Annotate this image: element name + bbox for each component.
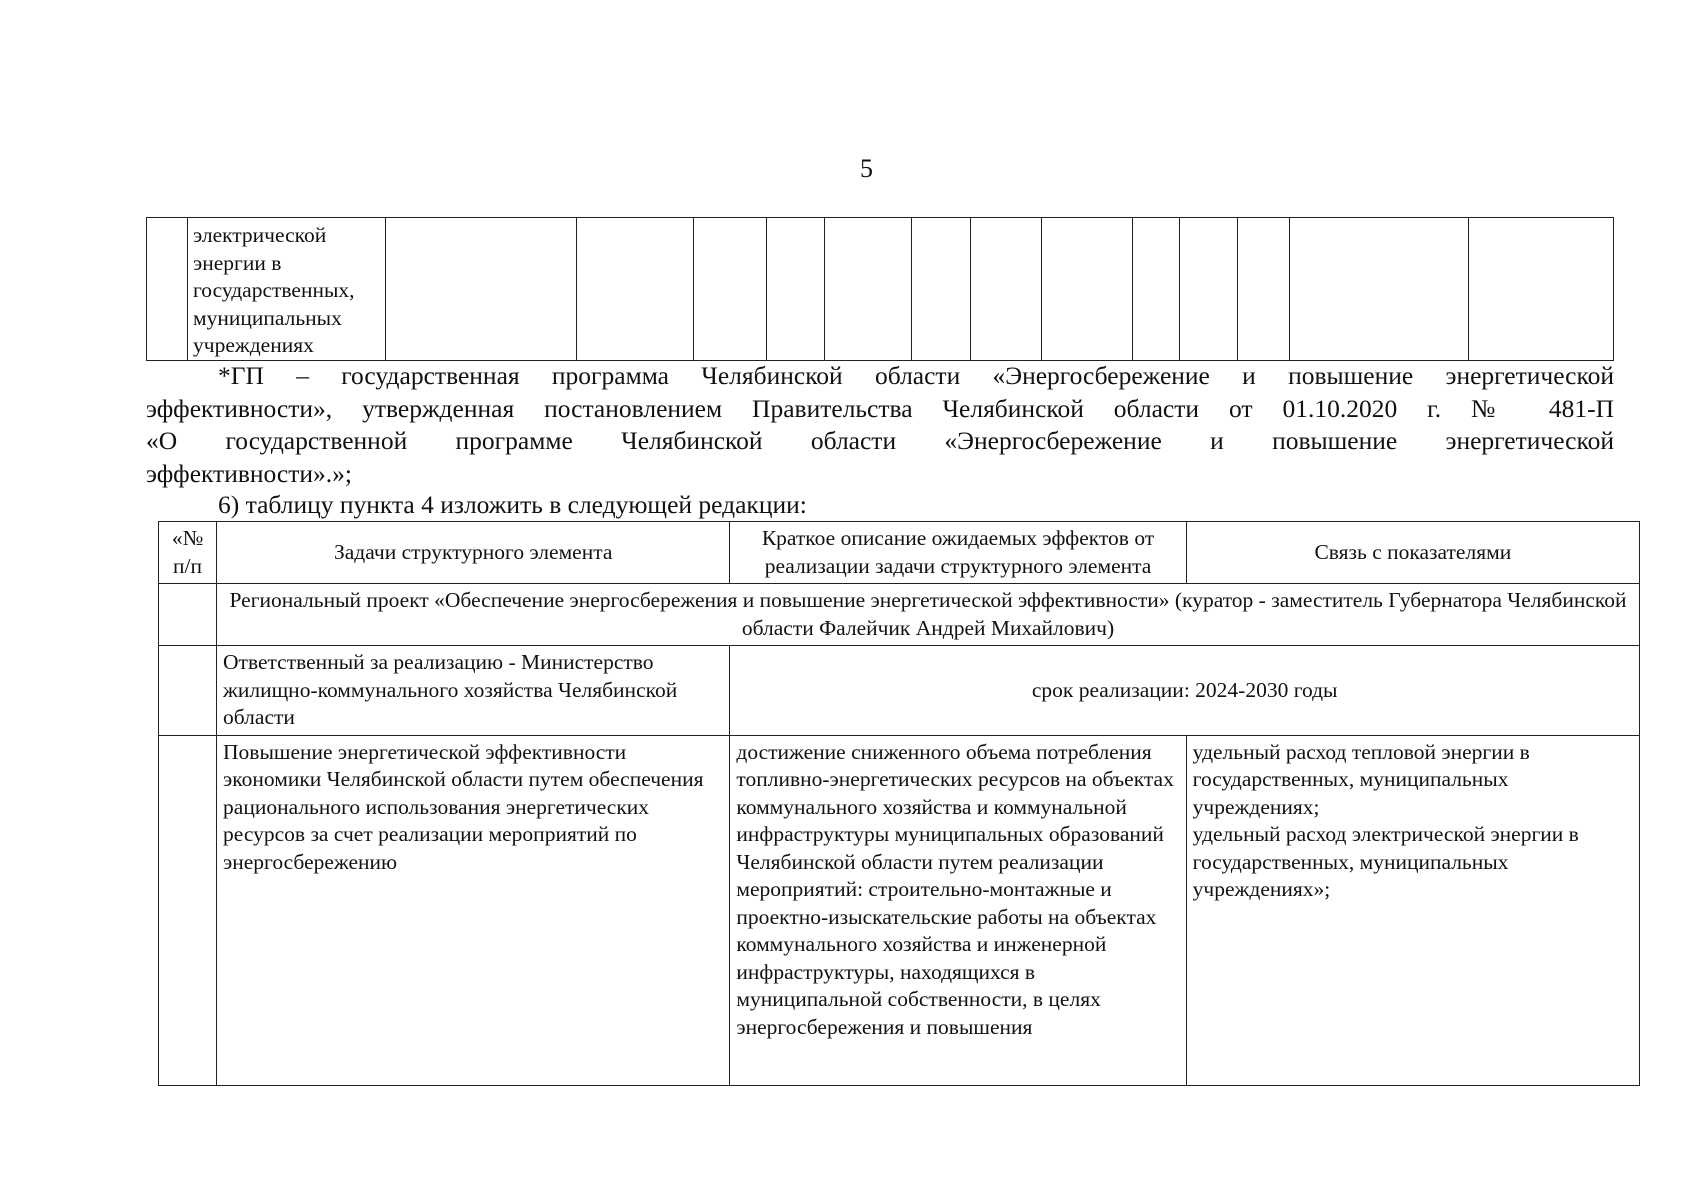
link-line: удельный расход тепловой энергии в государственных, муниципальных учреждениях; bbox=[1192, 739, 1530, 819]
task-cell: Повышение энергетической эффективности экономики Челябинской области путем обеспечения рационального использования энергетических ресурсов за счет реализации мероприятий по энергосбережению bbox=[217, 735, 730, 1085]
table-cell bbox=[577, 218, 694, 361]
table-cell bbox=[694, 218, 767, 361]
link-cell bbox=[1186, 735, 1639, 1085]
table-cell bbox=[971, 218, 1042, 361]
table-cell bbox=[1469, 218, 1614, 361]
footnote-line: эффективности».»; bbox=[146, 458, 352, 488]
header-effect: Краткое описание ожидаемых эффектов от реализации задачи структурного элемента bbox=[730, 522, 1186, 584]
responsible-cell: Ответственный за реализацию - Министерство жилищно-коммунального хозяйства Челябинской области bbox=[217, 646, 730, 736]
page-number: 5 bbox=[860, 154, 873, 183]
table-cell bbox=[1290, 218, 1469, 361]
tasks-table bbox=[158, 521, 1640, 1086]
header-task: Задачи структурного элемента bbox=[217, 522, 730, 584]
item-6-instruction: 6) таблицу пункта 4 изложить в следующей редакции: bbox=[218, 490, 807, 519]
header-link: Связь с показателями bbox=[1186, 522, 1639, 584]
term-cell: срок реализации: 2024-2030 годы bbox=[730, 646, 1640, 736]
project-title: Региональный проект «Обеспечение энергосбережения и повышение энергетической эффективности» (куратор - заместитель Губернатора Челябинской области Фалейчик Андрей Михайлович) bbox=[217, 584, 1640, 646]
table-cell bbox=[159, 584, 217, 646]
footnote-line: *ГП – государственная программа Челябинской области «Энергосбережение и повышение энергетической bbox=[218, 361, 1614, 390]
table-cell bbox=[767, 218, 825, 361]
table-cell bbox=[1133, 218, 1180, 361]
table-cell bbox=[159, 646, 217, 736]
header-number: «№ п/п bbox=[159, 522, 217, 584]
footnote-line: «О государственной программе Челябинской области «Энергосбережение и повышение энергетической bbox=[146, 426, 1614, 455]
table-cell bbox=[386, 218, 577, 361]
footnote-line: эффективности», утвержденная постановлением Правительства Челябинской области от 01.10.2020 г. № 481-П bbox=[146, 393, 1614, 423]
link-line: удельный расход электрической энергии в государственных, муниципальных учреждениях»; bbox=[1192, 822, 1579, 901]
table-cell bbox=[912, 218, 971, 361]
indicator-name-cell: электрической энергии в государственных, муниципальных учреждениях bbox=[188, 218, 386, 361]
table-cell bbox=[1238, 218, 1290, 361]
table-cell bbox=[825, 218, 912, 361]
footnote bbox=[146, 360, 1614, 490]
table-cell bbox=[1180, 218, 1238, 361]
table-cell bbox=[1042, 218, 1133, 361]
effect-cell: достижение сниженного объема потребления топливно-энергетических ресурсов на объектах коммунального хозяйства и коммунальной инфраструктуры муниципальных образований Челябинской области путем реализации мероприятий: строительно-монтажные и проектно-изыскательские работы на объектах коммунального хозяйства и инженерной инфраструктуры, находящихся в муниципальной собственности, в целях энергосбережения и повышения bbox=[730, 735, 1186, 1085]
table-cell bbox=[147, 218, 188, 361]
continued-indicators-table bbox=[146, 217, 1614, 361]
table-cell bbox=[159, 735, 217, 1085]
